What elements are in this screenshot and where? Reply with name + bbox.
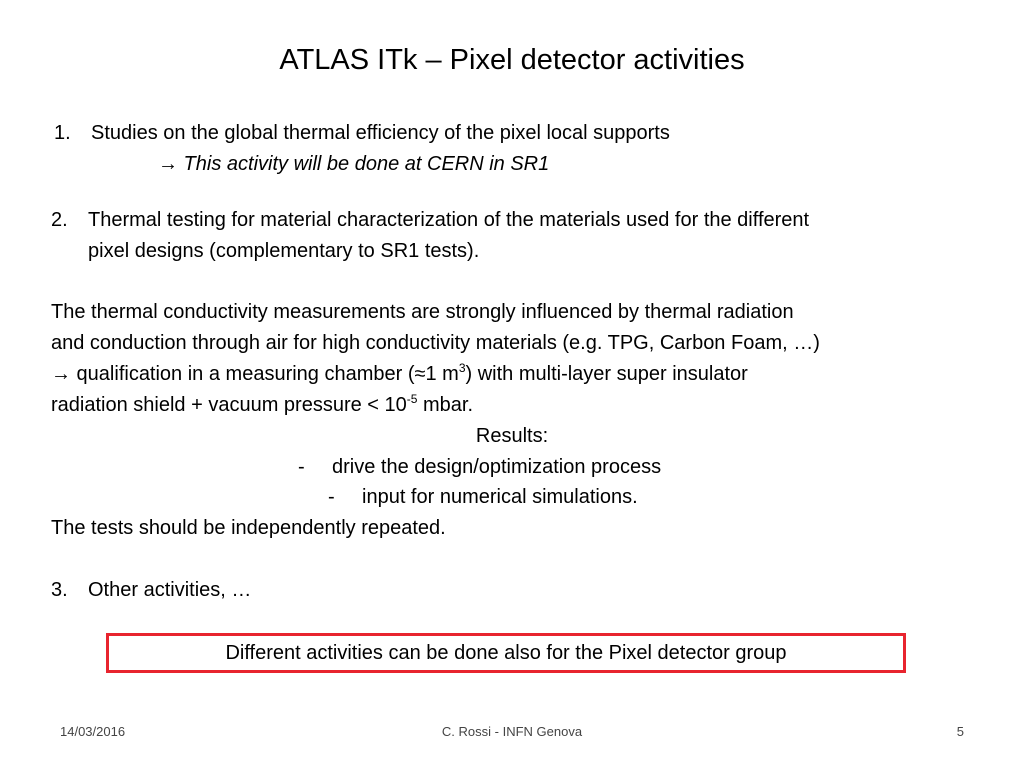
item-3 <box>51 578 251 602</box>
highlight-box: Different activities can be done also for the Pixel detector group <box>106 633 906 673</box>
results-label: Results: <box>475 425 549 447</box>
item-1 <box>54 121 670 145</box>
footer-author: C. Rossi - INFN Genova <box>441 724 583 739</box>
paragraph-line-2: and conduction through air for high conductivity materials (e.g. TPG, Carbon Foam, …) <box>51 332 820 354</box>
slide-title: ATLAS ITk – Pixel detector activities <box>279 44 745 76</box>
result-1-text: drive the design/optimization process <box>332 456 662 478</box>
item-2-line-1: Thermal testing for material characterization of the materials used for the different <box>88 209 810 231</box>
result-2-dash: - <box>328 486 335 508</box>
footer-date: 14/03/2016 <box>60 724 126 739</box>
paragraph-line-1: The thermal conductivity measurements are strongly influenced by thermal radiation <box>51 301 794 323</box>
item-2-number: 2. <box>51 209 68 231</box>
item-1-text: Studies on the global thermal efficiency of the pixel local supports <box>91 122 670 144</box>
page-number: 5 <box>956 724 964 739</box>
result-item-2 <box>328 485 638 509</box>
pressure-exponent: -5 <box>406 392 418 406</box>
result-item-1 <box>298 455 661 479</box>
item-2-line-2: pixel designs (complementary to SR1 tests). <box>88 240 480 262</box>
paragraph-line-3-end: ) with multi-layer super insulator <box>465 363 748 385</box>
paragraph-line-4-end: mbar. <box>417 394 474 416</box>
item-3-number: 3. <box>51 579 68 601</box>
paragraph-closing: The tests should be independently repeated. <box>51 517 446 539</box>
result-1-dash: - <box>298 456 305 478</box>
result-2-text: input for numerical simulations. <box>362 486 638 508</box>
cubic-exponent: 3 <box>458 361 466 375</box>
item-2 <box>51 208 809 232</box>
paragraph-line-3 <box>51 362 748 386</box>
item-3-text: Other activities, … <box>88 579 252 601</box>
paragraph-line-3-start: → qualification in a measuring chamber (≈1 m <box>51 363 459 385</box>
item-1-subnote: → This activity will be done at CERN in SR1 <box>158 153 550 175</box>
paragraph-line-4 <box>51 393 473 417</box>
item-1-number: 1. <box>54 122 71 144</box>
paragraph-line-4-start: radiation shield + vacuum pressure < 10 <box>51 394 407 416</box>
